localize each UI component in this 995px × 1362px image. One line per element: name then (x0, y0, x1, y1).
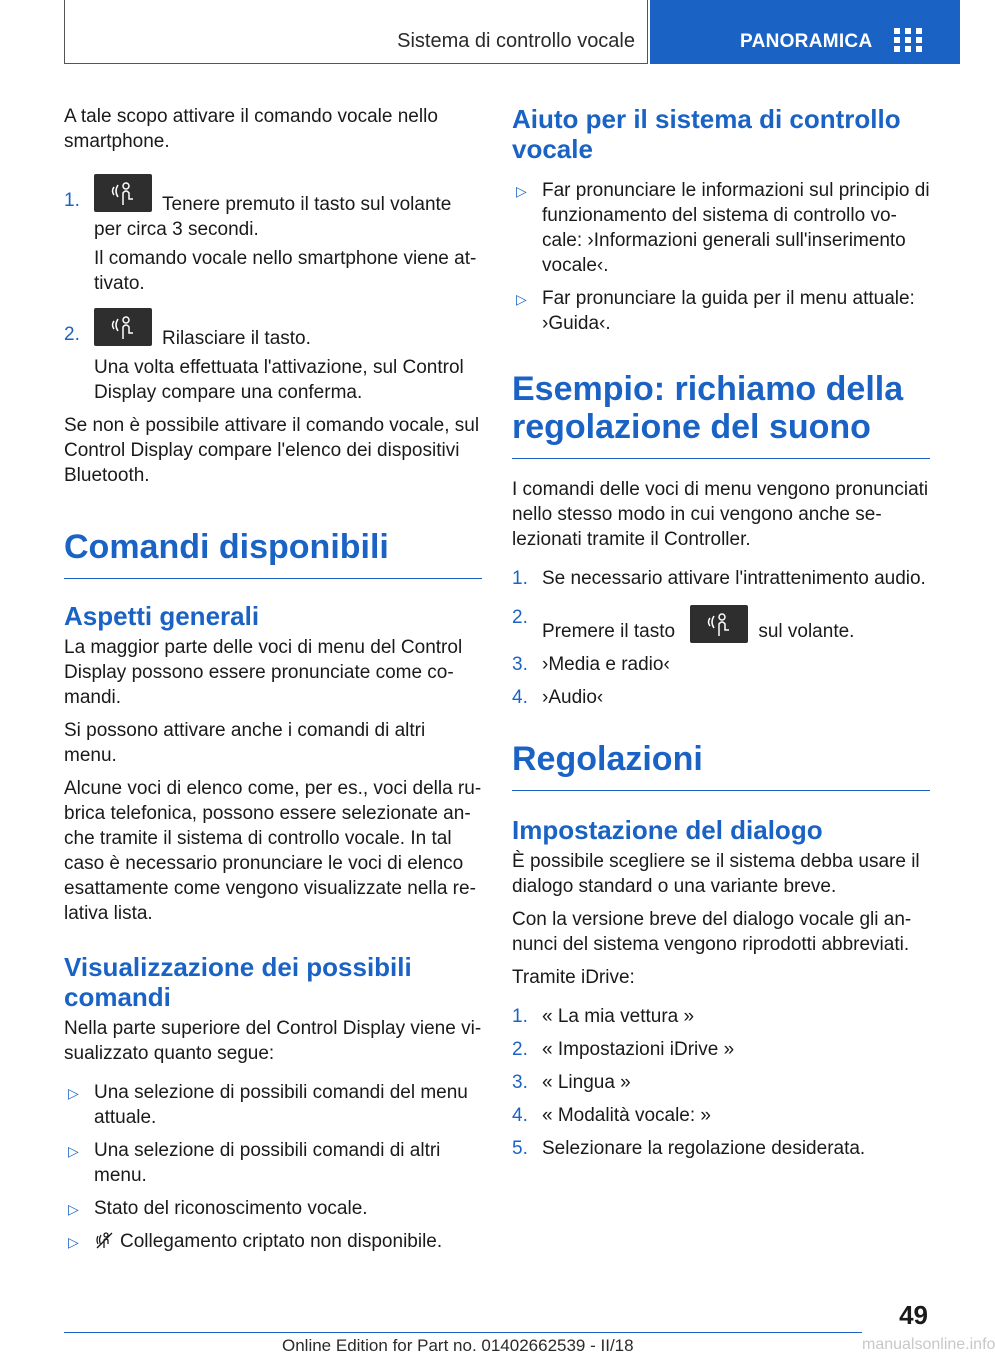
section-heading: Regolazioni (512, 740, 930, 791)
step-text: « Lingua » (542, 1072, 631, 1093)
subsection-heading: Visualizzazione dei possibili comandi (64, 952, 412, 1012)
header-section-box (64, 0, 648, 64)
encryption-unavailable-icon (94, 1230, 114, 1250)
step-number: 1. (512, 568, 528, 589)
step-text: « La mia vettura » (542, 1006, 695, 1027)
triangle-bullet-icon: ▷ (516, 291, 527, 307)
bullet-item (64, 1138, 482, 1188)
triangle-bullet-icon: ▷ (68, 1143, 79, 1159)
step-item (64, 174, 482, 296)
paragraph: È possibile scegliere se il sistema debba usare il dialogo standard o una variante breve. (512, 851, 920, 897)
step-text: Rilasciare il tasto. (162, 328, 311, 349)
voice-button-icon (94, 308, 152, 346)
step-number: 4. (512, 687, 528, 708)
intro-paragraph: A tale scopo attivare il comando vocale nello smartphone. (64, 106, 438, 152)
note-paragraph: Se non è possibile attivare il comando vocale, sul Control Display compare l'elenco dei dispositivi Bluetooth. (64, 415, 480, 486)
paragraph: Con la versione breve del dialogo vocale gli annunci del sistema vengono riprodotti abbreviati. (512, 909, 912, 955)
step-item (512, 1136, 930, 1161)
paragraph: I comandi delle voci di menu vengono pronunciati nello stesso modo in cui vengono anche selezionati tramite il Controller. (512, 479, 929, 550)
step-item (512, 605, 930, 644)
triangle-bullet-icon: ▷ (68, 1234, 79, 1250)
subsection-heading: Aspetti generali (64, 601, 260, 631)
step-item (512, 1103, 930, 1128)
section-heading: Comandi disponibili (64, 528, 482, 579)
step-item (512, 1070, 930, 1095)
triangle-bullet-icon: ▷ (516, 183, 527, 199)
footer-divider (64, 1332, 862, 1333)
step-number: 2. (512, 607, 528, 628)
step-number: 3. (512, 1072, 528, 1093)
bullet-text: Far pronunciare la guida per il menu attuale: ›Guida‹. (542, 288, 915, 334)
step-text: Selezionare la regolazione desiderata. (542, 1138, 866, 1159)
section-heading: Esempio: richiamo della regolazione del suono (512, 370, 930, 459)
step-number: 1. (64, 190, 80, 211)
step-text: « Modalità vocale: » (542, 1105, 711, 1126)
step-text: ›Media e radio‹ (542, 654, 670, 675)
voice-button-icon (94, 174, 152, 212)
chapter-label: PANORAMICA (740, 31, 873, 52)
bullet-text: Stato del riconoscimento vocale. (94, 1198, 368, 1219)
step-continuation: Una volta effettuata l'attivazione, sul Control Display compare una conferma. (94, 357, 464, 403)
chapter-tab[interactable] (650, 0, 960, 64)
step-item (512, 1037, 930, 1062)
paragraph: Nella parte superiore del Control Display viene visualizzato quanto segue: (64, 1018, 482, 1064)
step-text: « Impostazioni iDrive » (542, 1039, 735, 1060)
step-item (64, 308, 482, 405)
step-number: 1. (512, 1006, 528, 1027)
grid-icon (894, 28, 922, 52)
triangle-bullet-icon: ▷ (68, 1201, 79, 1217)
bullet-item (64, 1229, 482, 1254)
step-number: 2. (64, 324, 80, 345)
step-text: sul volante. (758, 621, 855, 642)
page-number: 49 (899, 1300, 928, 1330)
bullet-item (512, 286, 930, 336)
step-number: 4. (512, 1105, 528, 1126)
bullet-text: Far pronunciare le informazioni sul principio di funzionamento del sistema di controllo vocale: ›Informazioni generali sull'inserimento vocale‹. (542, 180, 930, 276)
left-column (64, 104, 482, 1262)
right-column (512, 104, 930, 1169)
bullet-item (64, 1196, 482, 1221)
section-title: Sistema di controllo vocale (397, 30, 635, 52)
paragraph: Tramite iDrive: (512, 967, 635, 988)
paragraph: Alcune voci di elenco come, per es., voci della rubrica telefonica, possono essere selezionate anche tramite il sistema di controllo vocale. In tal caso è necessario pronunciare le voci di elenco esattamente come vengono visualizzate nella relativa lista. (64, 778, 482, 924)
bullet-item (512, 178, 930, 278)
voice-button-icon (690, 605, 748, 643)
step-continuation: Il comando vocale nello smartphone viene attivato. (94, 248, 477, 294)
step-number: 3. (512, 654, 528, 675)
step-number: 5. (512, 1138, 528, 1159)
bullet-text: Una selezione di possibili comandi di altri menu. (94, 1140, 441, 1186)
bullet-item (64, 1080, 482, 1130)
bullet-text: Collegamento criptato non disponibile. (120, 1231, 443, 1252)
step-text: Tenere premuto il tasto sul volante per circa 3 secondi. (94, 194, 452, 240)
step-item (512, 652, 930, 677)
step-item (512, 1004, 930, 1029)
step-item (512, 685, 930, 710)
step-item (512, 566, 930, 591)
paragraph: La maggior parte delle voci di menu del Control Display possono essere pronunciate come comandi. (64, 637, 463, 708)
bullet-text: Una selezione di possibili comandi del menu attuale. (94, 1082, 468, 1128)
step-text: ›Audio‹ (542, 687, 604, 708)
step-number: 2. (512, 1039, 528, 1060)
triangle-bullet-icon: ▷ (68, 1085, 79, 1101)
edition-text: Online Edition for Part no. 01402662539 - II/18 (282, 1336, 634, 1355)
watermark: manualsonline.info (862, 1336, 995, 1353)
paragraph: Si possono attivare anche i comandi di altri menu. (64, 720, 426, 766)
subsection-heading: Aiuto per il sistema di controllo vocale (512, 104, 901, 164)
subsection-heading: Impostazione del dialogo (512, 815, 823, 845)
step-text: Premere il tasto (542, 621, 676, 642)
step-text: Se necessario attivare l'intrattenimento audio. (542, 568, 926, 589)
